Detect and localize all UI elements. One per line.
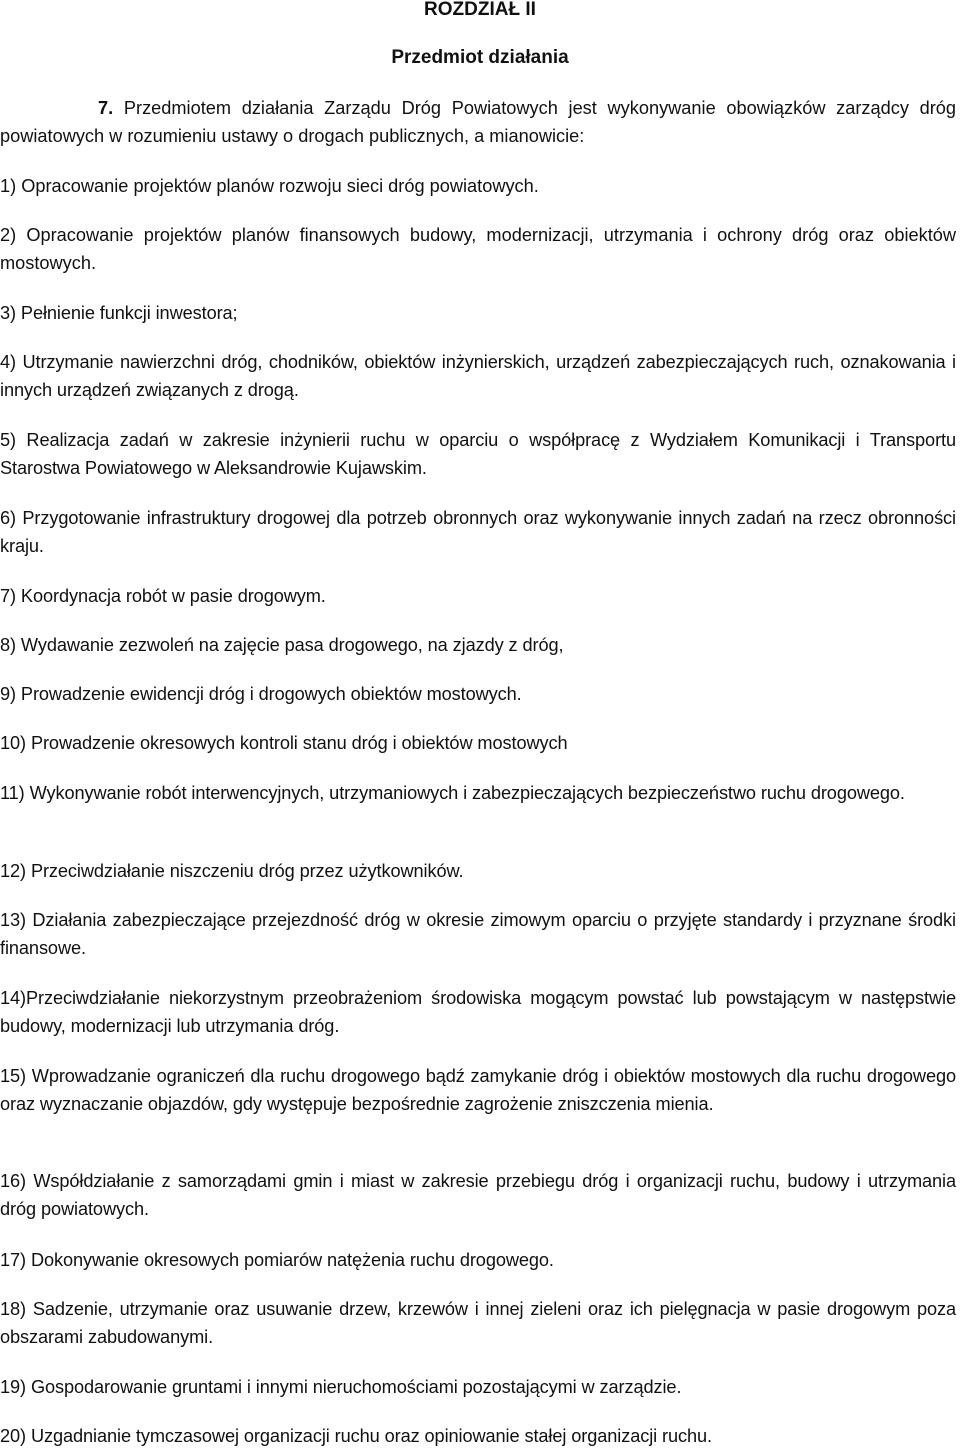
list-item: 19) Gospodarowanie gruntami i innymi nieruchomościami pozostającymi w zarządzie. [0, 1377, 682, 1397]
list-item: 18) Sadzenie, utrzymanie oraz usuwanie drzew, krzewów i innej zieleni oraz ich pielęgnacja w pasie drogowym poza obszarami zabudowanymi. [0, 1299, 956, 1347]
section-intro-text: Przedmiotem działania Zarządu Dróg Powiatowych jest wykonywanie obowiązków zarządcy dróg powiatowych w rozumieniu ustawy o drogach publicznych, a mianowicie: [0, 98, 957, 146]
list-item: 12) Przeciwdziałanie niszczeniu dróg przez użytkowników. [0, 861, 464, 881]
chapter-title: ROZDZIAŁ II [424, 0, 536, 20]
list-item: 8) Wydawanie zezwoleń na zajęcie pasa drogowego, na zjazdy z dróg, [0, 635, 564, 655]
list-item: 7) Koordynacja robót w pasie drogowym. [0, 586, 326, 606]
list-item: 10) Prowadzenie okresowych kontroli stanu dróg i obiektów mostowych [0, 733, 568, 753]
list-item: 20) Uzgadnianie tymczasowej organizacji ruchu oraz opiniowanie stałej organizacji ruchu. [0, 1426, 713, 1446]
section-number: 7. [98, 98, 114, 118]
list-item: 4) Utrzymanie nawierzchni dróg, chodników, obiektów inżynierskich, urządzeń zabezpieczających ruch, oznakowania i innych urządzeń związanych z drogą. [0, 352, 956, 400]
section-intro [0, 94, 956, 150]
list-item: 3) Pełnienie funkcji inwestora; [0, 303, 238, 323]
list-item: 9) Prowadzenie ewidencji dróg i drogowych obiektów mostowych. [0, 684, 522, 704]
list-item: 16) Współdziałanie z samorządami gmin i miast w zakresie przebiegu dróg i organizacji ruchu, budowy i utrzymania dróg powiatowych. [0, 1171, 956, 1219]
list-item: 15) Wprowadzanie ograniczeń dla ruchu drogowego bądź zamykanie dróg i obiektów mostowych dla ruchu drogowego oraz wyznaczanie objazdów, gdy występuje bezpośrednie zagrożenie zniszczenia mienia. [0, 1066, 956, 1114]
list-item: 13) Działania zabezpieczające przejezdność dróg w okresie zimowym oparciu o przyjęte standardy i przyznane środki finansowe. [0, 910, 956, 958]
chapter-subtitle: Przedmiot działania [391, 47, 569, 68]
list-item: 6) Przygotowanie infrastruktury drogowej dla potrzeb obronnych oraz wykonywanie innych zadań na rzecz obronności kraju. [0, 508, 956, 556]
list-item: 17) Dokonywanie okresowych pomiarów natężenia ruchu drogowego. [0, 1250, 554, 1270]
list-item: 11) Wykonywanie robót interwencyjnych, utrzymaniowych i zabezpieczających bezpieczeństwo ruchu drogowego. [0, 783, 905, 803]
list-item: 2) Opracowanie projektów planów finansowych budowy, modernizacji, utrzymania i ochrony dróg oraz obiektów mostowych. [0, 225, 956, 273]
list-item: 5) Realizacja zadań w zakresie inżynierii ruchu w oparciu o współpracę z Wydziałem Komunikacji i Transportu Starostwa Powiatowego w Aleksandrowie Kujawskim. [0, 430, 956, 478]
list-item: 14)Przeciwdziałanie niekorzystnym przeobrażeniom środowiska mogącym powstać lub powstającym w następstwie budowy, modernizacji lub utrzymania dróg. [0, 988, 956, 1036]
list-item: 1) Opracowanie projektów planów rozwoju sieci dróg powiatowych. [0, 176, 539, 196]
